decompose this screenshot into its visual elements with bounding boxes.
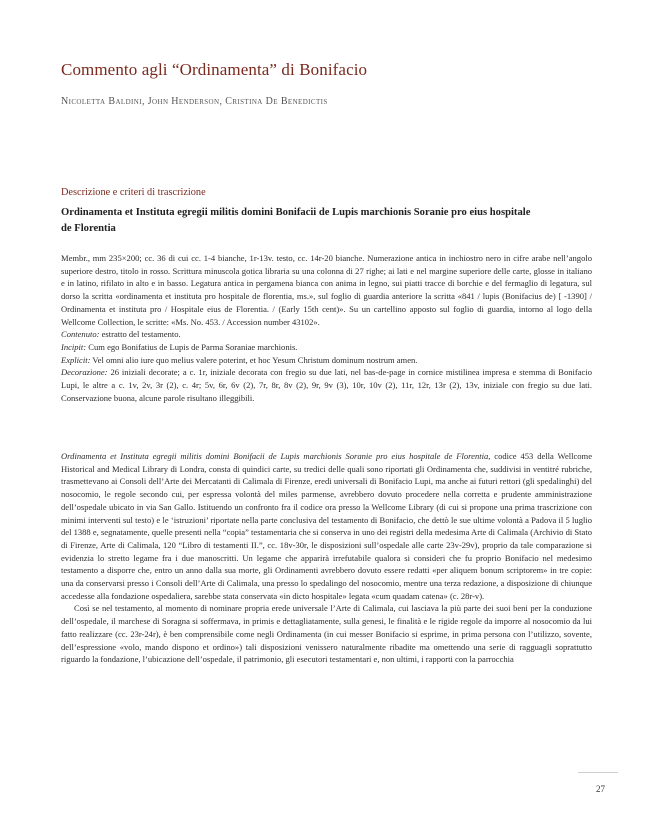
explicit-label: Explicit: (61, 354, 91, 365)
authors-line: Nicoletta Baldini, John Henderson, Cristina De Benedictis (61, 96, 328, 107)
commentary-paragraph-1-text: , codice 453 della Wellcome Historical and Medical Library di Londra, consta di quindici carte, su tredici delle quali sono riportati gli Ordinamenta che, suddivisi in ventitré rubriche, trasmettevano ai Consoli dell’Arte dei Mercatanti di Calimala di Firenze, eredi universali di Bonifacio Lupi, ma anche ai futuri rettori (gli spedalinghi) del nosocomio, le regole secondo cui, per espressa volontà del miles parmense, avrebbero dovuto procedere nella corretta e prudente amministrazione dell’ospedale ubicato in via San Gallo. Istituendo un confronto fra il codice ora presso la Wellcome Library (di cui si propone una prima trascrizione con minimi interventi sul testo) e le ‘istruzioni’ riportate nella parte conclusiva del testamento di Bonifacio, che dettò le sue ultime volontà a Padova il 5 luglio del 1388 e, segnatamente, quelle presenti nella “copia” testamentaria che si conserva in uno dei registri della medesima Arte di Calimala (Archivio di Stato di Firenze, Arte di Calimala, 120 “Libro di testamenti II.”, cc. 18v-30r, le disposizioni sull’ospedale alle carte 23v-29v), proprio da tale comparazione si evidenzia lo stretto legame fra i due manoscritti. Un legame che apparirà irrefutabile qualora si consideri che fu proprio Bonifacio nel medesimo testamento a disporre che, entro un anno dalla sua morte, gli Ordinamenti avrebbero dovuto essere redatti «per aliquem bonum scriptorem» in tre copie: una da conservarsi presso i Consoli dell’Arte di Calimala, una presso lo spedalingo del nosocomio, mentre una terza redazione, a disposizione di chiunque accedesse alla fondazione ospedaliera, sarebbe stata conservata «in dicto hospitale» legata «cum quadam catena» (c. 28r-v). (61, 451, 592, 601)
commentary-paragraph-1 (61, 450, 592, 602)
explicit-text: Vel omni alio iure quo melius valere poterint, et hoc Yesum Christum dominum nostrum amen. (90, 354, 418, 365)
commentary-paragraph-2: Così se nel testamento, al momento di nominare propria erede universale l’Arte di Calimala, cui lasciava la più parte dei suoi beni per la conduzione dell’ospedale, il marchese di Soragna si soffermava, in primis e dettagliatamente, sulla genesi, le finalità e le rigide regole da imporre al nosocomio da lui fatto realizzare (cc. 23r-24r), è ben comprensibile come negli Ordinamenta (in cui messer Bonifacio si esprime, in prima persona con l’utilizzo, sovente, dell’espressione «volo, mando dispono et ordino») tali disposizioni venissero naturalmente ribadite ma omettendo una serie di ragguagli soprattutto riguardo la fondazione, l’ubicazione dell’ospedale, il patrimonio, gli esecutori testamentari e, non ultimi, i rapporti con la parrocchia (61, 603, 592, 665)
page-number: 27 (596, 784, 605, 794)
footer-rule (578, 772, 618, 773)
physical-description: Membr., mm 235×200; cc. 36 di cui cc. 1-4 bianche, 1r-13v. testo, cc. 14r-20 bianche. Numerazione antica in inchiostro nero in cifre arabe nell’angolo superiore destro, titolo in rosso. Scrittura minuscola gotica libraria su una colonna di 27 righe; ai lati e nel margine superiore delle carte, glosse in italiano e in latino, rifilato in alto e in basso. Legatura antica in pergamena bianca con anima in legno, sui piatti tracce di borchie e del fermaglio di legatura, sul dorso la scritta «ordinamenta et instituta pro hospitale de florentia, ms.», sul foglio di guardia anteriore la scritta «841 / lupis (Bonifacius de) [ -1390] / Ordinamenta et instituta pro / Hospitale eius de Florentia. / (Early 15th cent)». Su un cartellino apposto sul foglio di guardia, intorno al logo della Wellcome Collection, le scritte: «Ms. No. 453. / Accession number 43102». (61, 253, 592, 327)
contenuto-text: estratto del testamento. (99, 329, 181, 340)
incipit-text: Cum ego Bonifatius de Lupis de Parma Soraniae marchionis. (86, 341, 298, 352)
manuscript-description (61, 252, 592, 404)
commentary-body (61, 450, 592, 666)
incipit-line (61, 341, 592, 354)
manuscript-title-italic: Ordinamenta et Instituta egregii militis domini Bonifacii de Lupis marchionis Soranie pro eius hospitale de Florentia (61, 451, 489, 461)
decorazione-text: 26 iniziali decorate; a c. 1r, iniziale decorata con fregio su due lati, nel bas-de-page in cornice mistilinea impresa e stemma di Bonifacio Lupi, le altre a c. 1v, 2v, 3r (2), c. 4r; 5v, 6r, 6v (2), 7r, 8r, 8v (2), 9r, 9v (3), 10r, 10v (2), 11r, 12r, 13r (2), 13v, iniziale con fregio su due lati. Conservazione buona, alcune parole risultano illeggibili. (61, 367, 592, 403)
manuscript-heading: Ordinamenta et Instituta egregii militis domini Bonifacii de Lupis marchionis Soranie pro eius hospitale de Florentia (61, 207, 531, 234)
contenuto-label: Contenuto: (61, 329, 100, 340)
incipit-label: Incipit: (61, 341, 87, 352)
contenuto-line (61, 328, 592, 341)
explicit-line (61, 354, 592, 367)
article-title: Commento agli “Ordinamenta” di Bonifacio (61, 60, 368, 79)
decorazione-line (61, 366, 592, 404)
decorazione-label: Decorazione: (61, 367, 108, 378)
section-label: Descrizione e criteri di trascrizione (61, 187, 206, 198)
